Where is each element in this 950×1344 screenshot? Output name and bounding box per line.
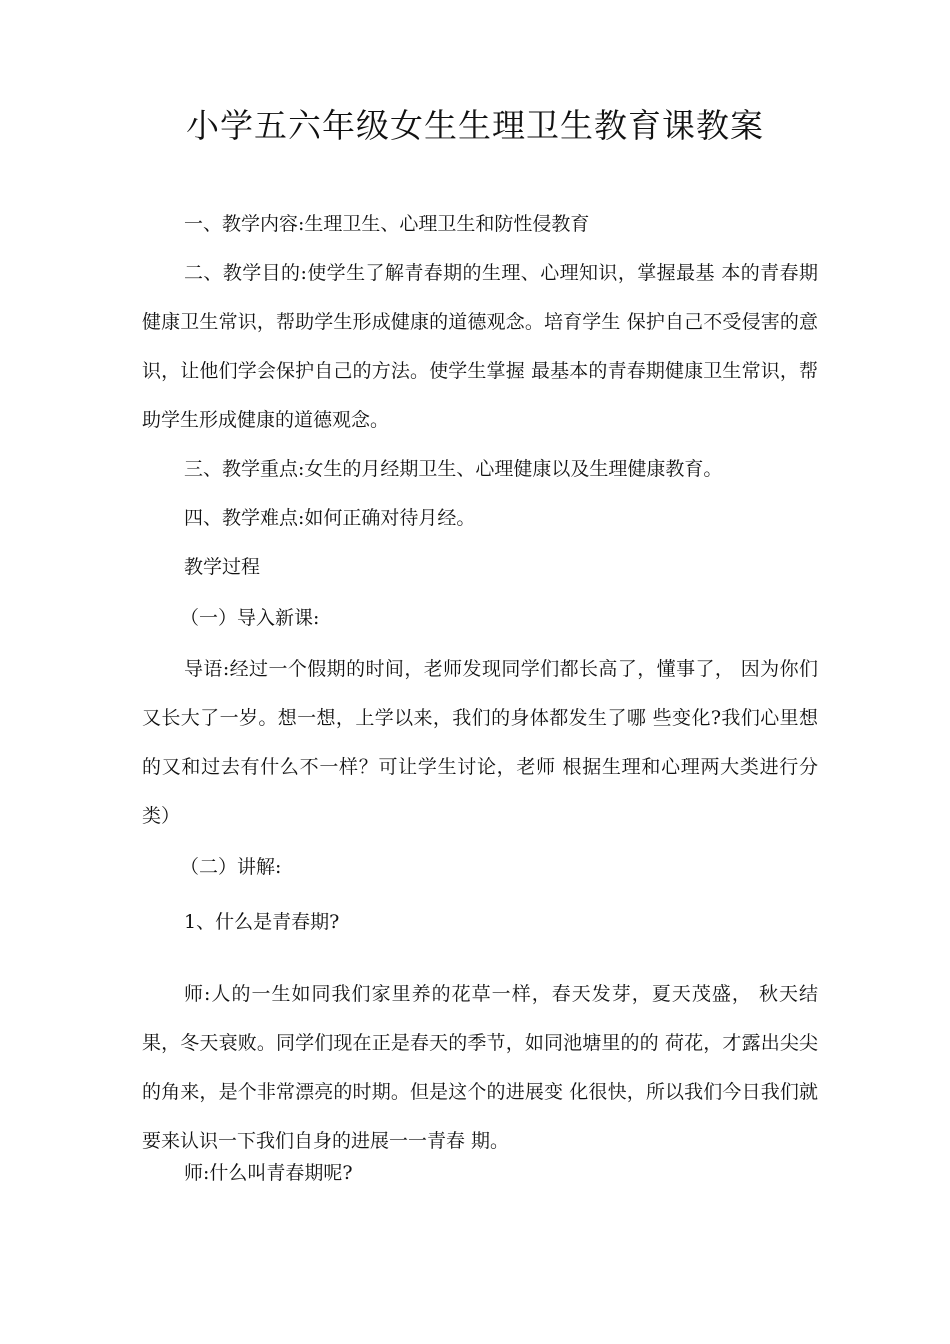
paragraph-question-puberty: 1、什么是青春期? [184, 911, 340, 933]
paragraph-section-intro: （一）导入新课: [180, 607, 320, 629]
paragraph-intro-speech: 导语:经过一个假期的时间，老师发现同学们都长高了，懂事了， 因为你们又长大了一岁。想一想，上学以来，我们的身体都发生了哪 些变化?我们心里想的又和过去有什么不一样？可让学生讨论，老师 根据生理和心理两大类进行分类） [142, 658, 818, 827]
paragraph-teacher-explanation: 师:人的一生如同我们家里养的花草一样，春天发芽，夏天茂盛， 秋天结果，冬天衰败。同学们现在正是春天的季节，如同池塘里的的 荷花，才露出尖尖的角来，是个非常漂亮的时期。但是这个的进展变 化很快，所以我们今日我们就要来认识一下我们自身的进展一一青春 期。 [142, 983, 818, 1152]
document-title: 小学五六年级女生生理卫生教育课教案 [186, 106, 764, 145]
paragraph-section-explain: （二）讲解: [180, 856, 282, 878]
paragraph-teaching-focus: 三、教学重点:女生的月经期卫生、心理健康以及生理健康教育。 [184, 458, 723, 480]
paragraph-teaching-process: 教学过程 [184, 556, 261, 578]
paragraph-teaching-difficulty: 四、教学难点:如何正确对待月经。 [184, 507, 476, 529]
paragraph-teaching-content: 一、教学内容:生理卫生、心理卫生和防性侵教育 [184, 213, 590, 235]
paragraph-teacher-question: 师:什么叫青春期呢? [184, 1162, 353, 1184]
paragraph-teaching-goals: 二、教学目的:使学生了解青春期的生理、心理知识，掌握最基 本的青春期健康卫生常识，帮助学生形成健康的道德观念。培育学生 保护自己不受侵害的意识，让他们学会保护自己的方法。使学生掌握 最基本的青春期健康卫生常识，帮助学生形成健康的道德观念。 [142, 262, 818, 431]
